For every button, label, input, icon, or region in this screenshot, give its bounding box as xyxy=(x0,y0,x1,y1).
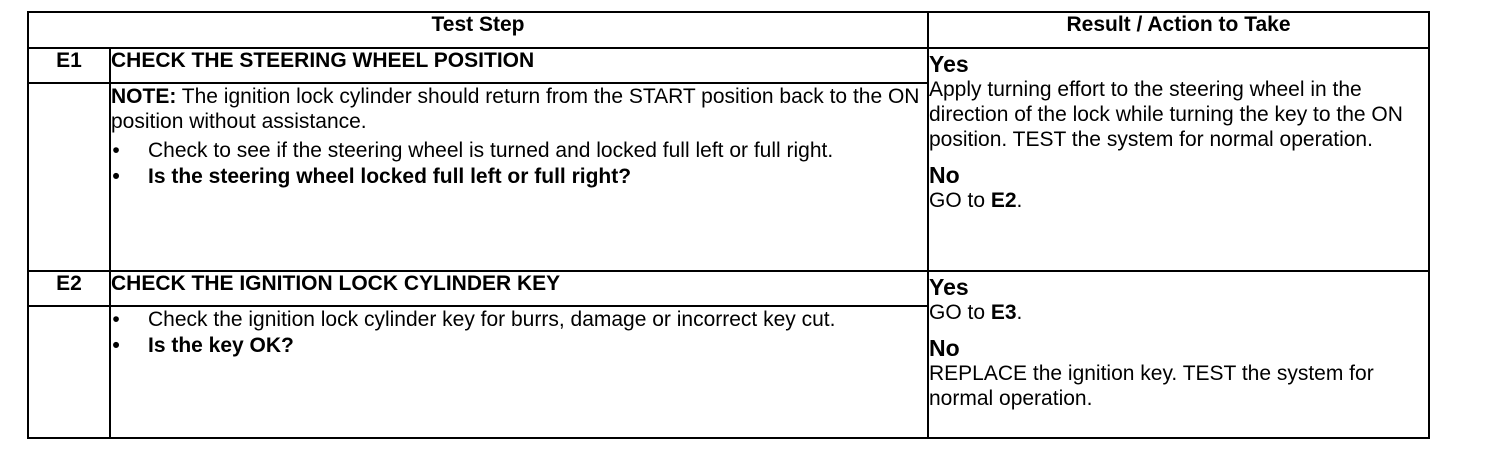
bullet-question: Is the steering wheel locked full left or full right? xyxy=(148,165,632,188)
yes-action-suffix: . xyxy=(1016,301,1023,324)
bullet-icon: • xyxy=(112,139,120,162)
bullet-text: Check the ignition lock cylinder key for burrs, damage or incorrect key cut. xyxy=(148,308,836,331)
bullet-icon: • xyxy=(112,165,120,188)
note-label: NOTE: xyxy=(111,85,177,108)
step-code: E2 xyxy=(28,271,110,306)
bullet-text: Check to see if the steering wheel is turned and locked full left or full right. xyxy=(148,139,834,162)
yes-label: Yes xyxy=(929,51,969,77)
list-item xyxy=(111,333,927,358)
step-note xyxy=(111,84,927,134)
bullet-icon: • xyxy=(112,308,120,331)
no-action-prefix: GO to xyxy=(929,189,991,212)
step-code-blank xyxy=(28,83,110,271)
list-item xyxy=(111,164,927,189)
no-action-suffix: . xyxy=(1016,189,1023,212)
no-label: No xyxy=(929,335,960,361)
header-test-step: Test Step xyxy=(28,12,928,48)
step-instructions xyxy=(110,83,928,271)
diagnostic-test-table xyxy=(27,11,1430,439)
list-item xyxy=(111,138,927,163)
step-title: CHECK THE STEERING WHEEL POSITION xyxy=(110,48,928,83)
table-header-row xyxy=(28,12,1429,48)
no-action: REPLACE the ignition key. TEST the system for normal operation. xyxy=(929,362,1374,410)
step-code: E1 xyxy=(28,48,110,83)
bullet-icon: • xyxy=(112,334,120,357)
step-code-blank xyxy=(28,306,110,438)
step-title-row xyxy=(28,48,1429,83)
no-label: No xyxy=(929,162,960,188)
list-item xyxy=(111,307,927,332)
step-result-cell xyxy=(928,48,1429,271)
yes-action: Apply turning effort to the steering wheel in the direction of the lock while turning the key to the ON position. TEST the system for normal operation. xyxy=(929,78,1403,151)
yes-action-prefix: GO to xyxy=(929,301,991,324)
yes-action xyxy=(929,300,1428,325)
yes-label: Yes xyxy=(929,274,969,300)
step-result-cell xyxy=(928,271,1429,438)
bullet-question: Is the key OK? xyxy=(148,334,294,357)
step-instructions xyxy=(110,306,928,438)
step-bullet-list xyxy=(111,138,927,189)
yes-action-step-ref: E3 xyxy=(990,301,1017,324)
step-bullet-list xyxy=(111,307,927,358)
no-action-step-ref: E2 xyxy=(990,189,1017,212)
step-title: CHECK THE IGNITION LOCK CYLINDER KEY xyxy=(110,271,928,306)
header-result-action: Result / Action to Take xyxy=(928,12,1429,48)
note-text: The ignition lock cylinder should return from the START position back to the ON position without assistance. xyxy=(111,85,920,133)
no-action xyxy=(929,188,1428,213)
step-title-row xyxy=(28,271,1429,306)
